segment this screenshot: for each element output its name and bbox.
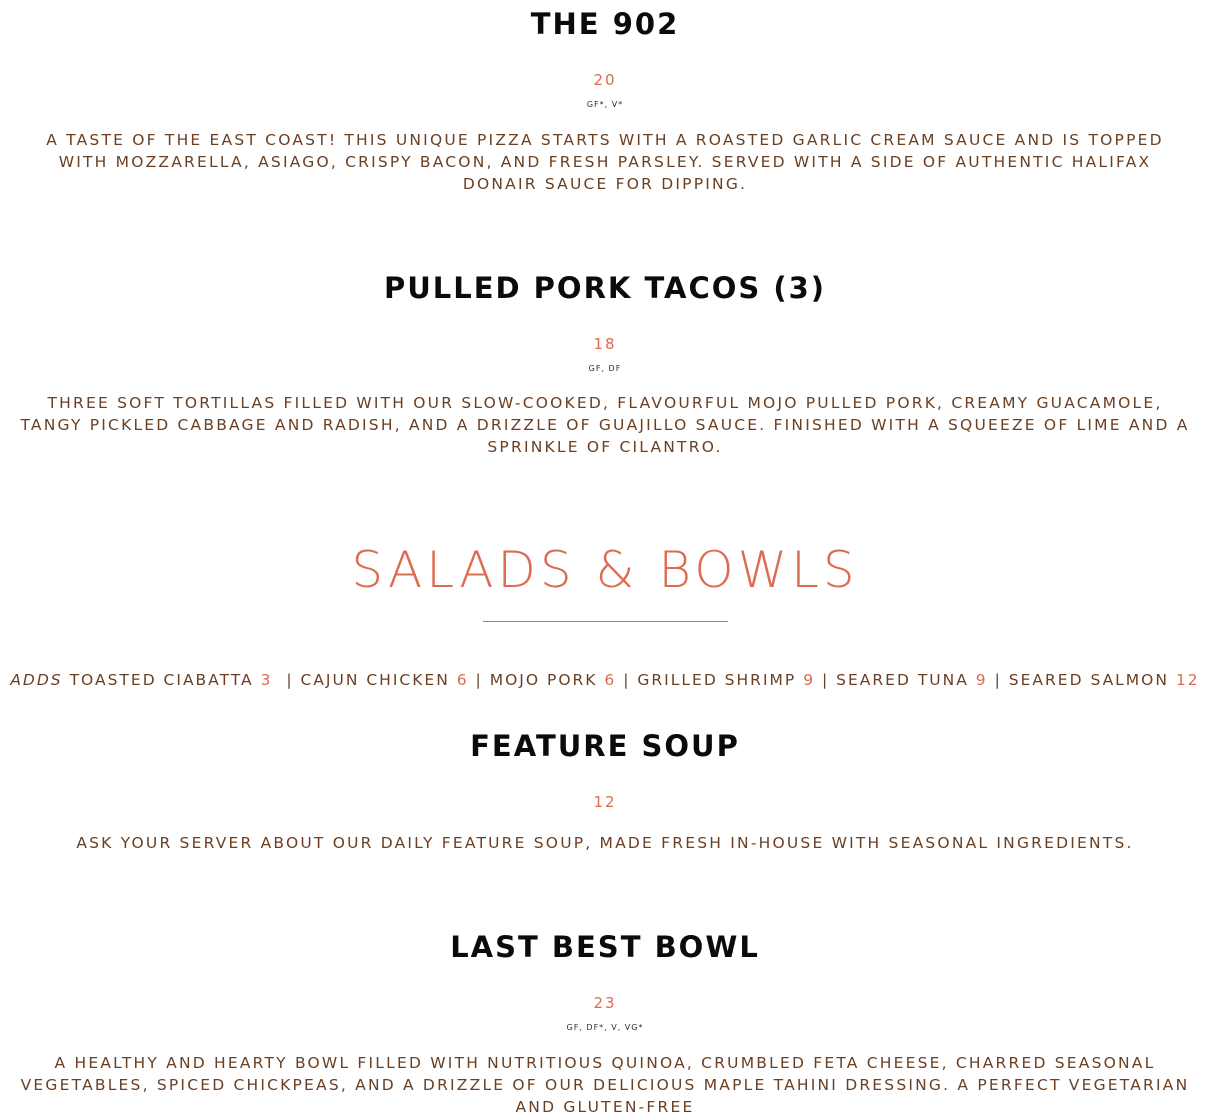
adds-label: ADDS (10, 671, 63, 689)
item-price: 23 (593, 994, 617, 1012)
add-on-price: 9 (803, 671, 816, 689)
add-on-price: 6 (604, 671, 617, 689)
item-dietary-tags: GF*, V* (586, 100, 624, 109)
add-on-name: GRILLED SHRIMP (637, 671, 797, 689)
add-on-separator: | (994, 671, 1002, 689)
add-on-name: TOASTED CIABATTA (69, 671, 254, 689)
add-on-name: SEARED TUNA (836, 671, 969, 689)
add-on-price: 3 (260, 671, 273, 689)
add-on-price: 6 (456, 671, 469, 689)
item-price: 18 (593, 335, 617, 353)
item-price: 20 (593, 71, 617, 89)
add-on-name: MOJO PORK (489, 671, 598, 689)
item-description: A HEALTHY AND HEARTY BOWL FILLED WITH NUTRITIOUS QUINOA, CRUMBLED FETA CHEESE, CHARRED SEASONAL VEGETABLES, SPICED CHICKPEAS, AND A DRIZZLE OF OUR DELICIOUS MAPLE TAHINI DRESSING. A PERFECT VEGETARIAN AND GLUTEN-FREE (20, 1054, 1190, 1116)
add-on-name: CAJUN CHICKEN (300, 671, 450, 689)
add-on-separator: | (475, 671, 483, 689)
item-price: 12 (593, 793, 617, 811)
add-on-separator: | (623, 671, 631, 689)
add-on-name: SEARED SALMON (1008, 671, 1169, 689)
add-ons-line (0, 669, 1210, 691)
item-dietary-tags: GF, DF (588, 364, 622, 373)
add-on-price: 9 (975, 671, 988, 689)
add-on-separator: | (286, 671, 294, 689)
add-on-price: 12 (1175, 671, 1200, 689)
item-name: LAST BEST BOWL (450, 930, 760, 964)
section-title: SALADS & BOWLS (351, 541, 859, 599)
item-description: A TASTE OF THE EAST COAST! THIS UNIQUE PIZZA STARTS WITH A ROASTED GARLIC CREAM SAUCE AND IS TOPPED WITH MOZZARELLA, ASIAGO, CRISPY BACON, AND FRESH PARSLEY. SERVED WITH A SIDE OF AUTHENTIC HALIFAX DONAIR SAUCE FOR DIPPING. (46, 131, 1164, 193)
add-on-separator: | (822, 671, 830, 689)
item-dietary-tags: GF, DF*, V, VG* (566, 1023, 644, 1032)
item-name: THE 902 (530, 7, 680, 41)
section-divider (483, 621, 728, 622)
item-description: THREE SOFT TORTILLAS FILLED WITH OUR SLOW-COOKED, FLAVOURFUL MOJO PULLED PORK, CREAMY GUACAMOLE, TANGY PICKLED CABBAGE AND RADISH, AND A DRIZZLE OF GUAJILLO SAUCE. FINISHED WITH A SQUEEZE OF LIME AND A SPRINKLE OF CILANTRO. (20, 394, 1190, 456)
item-name: PULLED PORK TACOS (3) (383, 271, 827, 305)
item-description: ASK YOUR SERVER ABOUT OUR DAILY FEATURE SOUP, MADE FRESH IN-HOUSE WITH SEASONAL INGREDIENTS. (76, 834, 1134, 852)
item-name: FEATURE SOUP (470, 729, 740, 763)
